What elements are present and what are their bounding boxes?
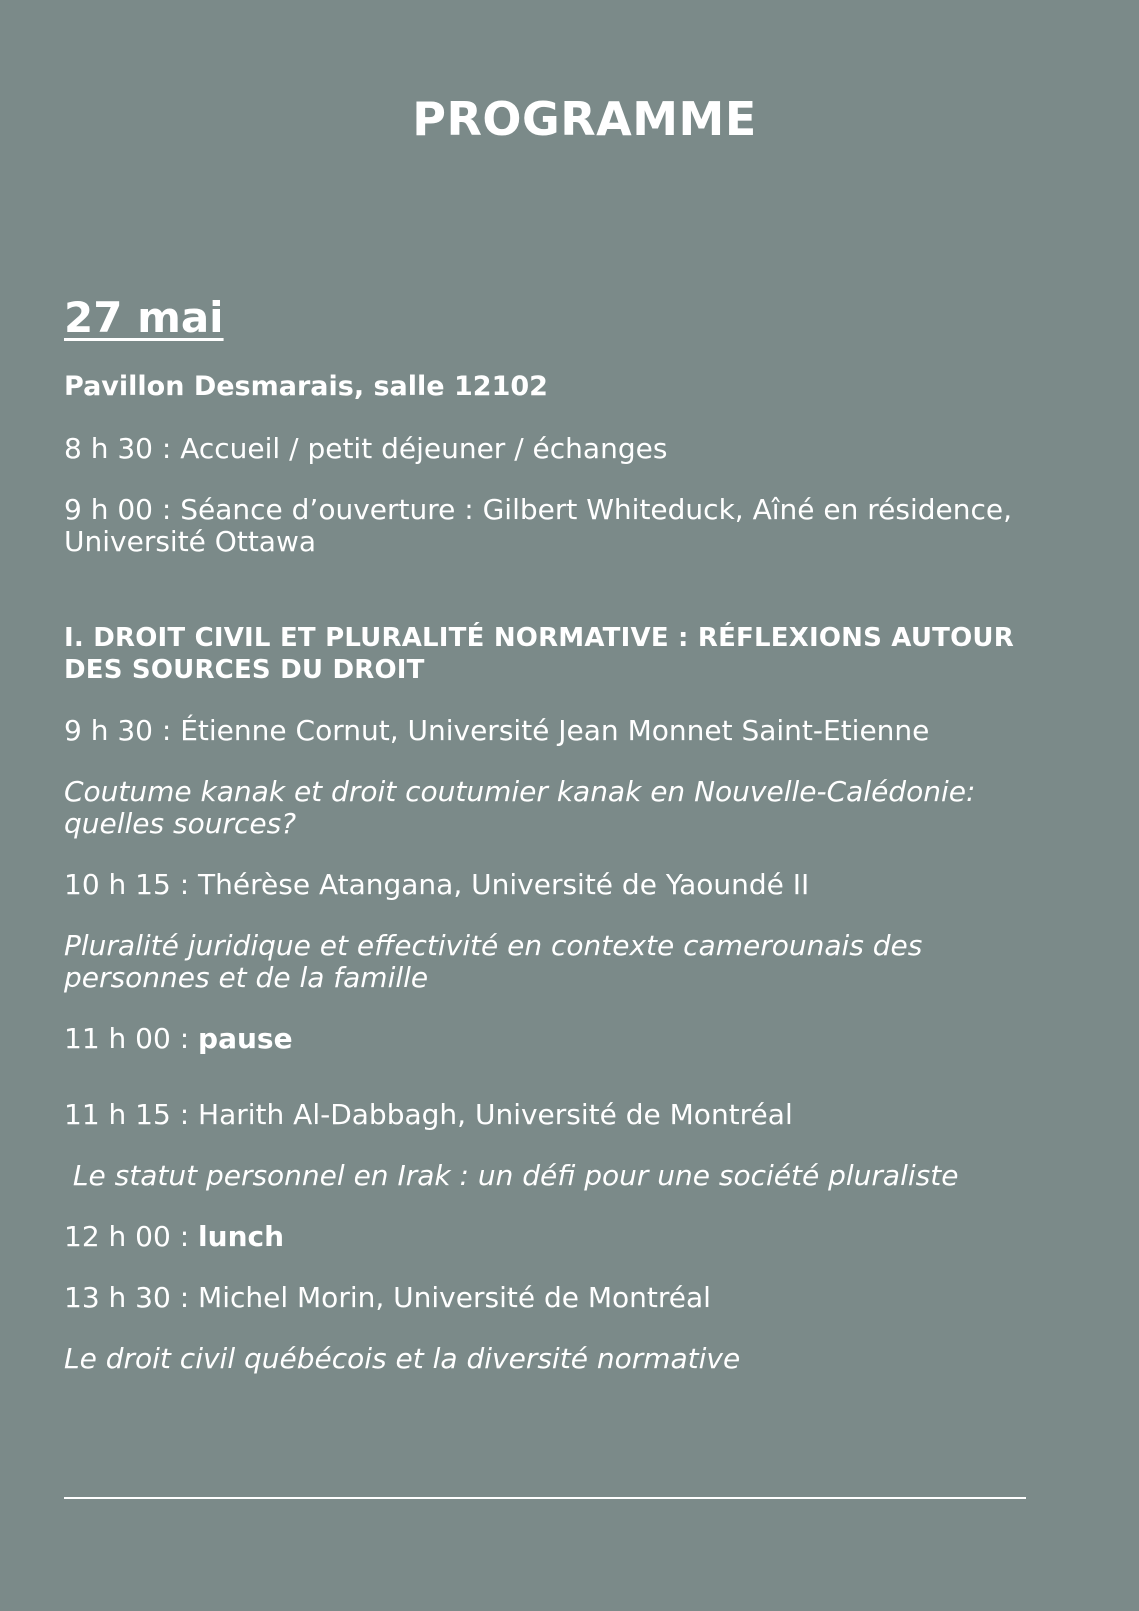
schedule-pause — [64, 1023, 1074, 1055]
pause-label: pause — [198, 1022, 293, 1055]
date-heading: 27 mai — [64, 293, 224, 342]
talk-title: Coutume kanak et droit coutumier kanak en Nouvelle-Calédonie: quelles sources? — [64, 775, 976, 840]
location: Pavillon Desmarais, salle 12102 — [64, 371, 548, 402]
schedule-accueil: 8 h 30 : Accueil / petit déjeuner / échanges — [64, 432, 668, 465]
talk-speaker: 11 h 15 : Harith Al-Dabbagh, Université de Montréal — [64, 1098, 793, 1131]
lunch-label: lunch — [198, 1220, 285, 1253]
page-title: PROGRAMME — [412, 92, 757, 146]
lunch-time: 12 h 00 : — [64, 1220, 199, 1253]
talk-speaker: 10 h 15 : Thérèse Atangana, Université de Yaoundé II — [64, 868, 810, 901]
schedule-ouverture: 9 h 00 : Séance d’ouverture : Gilbert Whiteduck, Aîné en résidence, Université Ottawa — [64, 493, 1013, 558]
talk-speaker: 13 h 30 : Michel Morin, Université de Montréal — [64, 1281, 711, 1314]
talk-title: Pluralité juridique et effectivité en contexte camerounais des personnes et de la famille — [64, 929, 923, 994]
section-heading: I. DROIT CIVIL ET PLURALITÉ NORMATIVE : RÉFLEXIONS AUTOUR DES SOURCES DU DROIT — [64, 623, 1014, 685]
divider — [64, 1497, 1026, 1499]
talk-speaker: 9 h 30 : Étienne Cornut, Université Jean Monnet Saint-Etienne — [64, 714, 930, 747]
program-content — [64, 292, 1074, 1404]
talk-title: Le droit civil québécois et la diversité normative — [64, 1342, 741, 1375]
schedule-lunch — [64, 1221, 1074, 1253]
pause-time: 11 h 00 : — [64, 1022, 199, 1055]
talk-title: Le statut personnel en Irak : un défi pour une société pluraliste — [64, 1159, 959, 1192]
